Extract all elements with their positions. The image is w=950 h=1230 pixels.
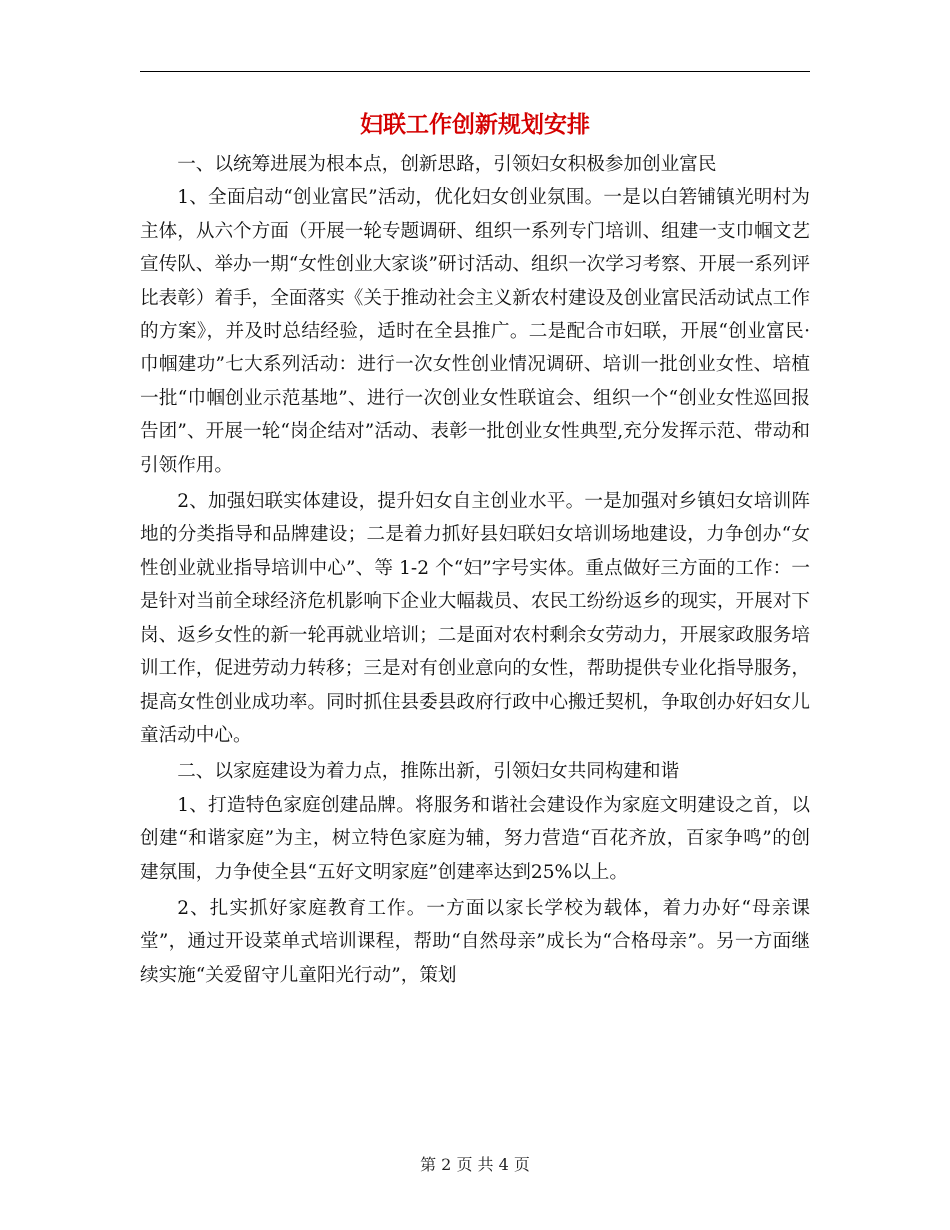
document-body bbox=[140, 148, 810, 992]
paragraph-2-2: 2、扎实抓好家庭教育工作。一方面以家长学校为载体，着力办好“母亲课堂”，通过开设菜单式培训课程，帮助“自然母亲”成长为“合格母亲”。另一方面继续实施“关爱留守儿童阳光行动”，策划 bbox=[140, 897, 810, 986]
paragraph-1-1: 1、全面启动“创业富民”活动，优化妇女创业氛围。一是以白箬铺镇光明村为主体，从六个方面（开展一轮专题调研、组织一系列专门培训、组建一支巾帼文艺宣传队、举办一期“女性创业大家谈”研讨活动、组织一次学习考察、开展一系列评比表彰）着手，全面落实《关于推动社会主义新农村建设及创业富民活动试点工作的方案》，并及时总结经验，适时在全县推广。二是配合市妇联，开展“创业富民·巾帼建功”七大系列活动：进行一次女性创业情况调研、培训一批创业女性、培植一批“巾帼创业示范基地”、进行一次创业女性联谊会、组织一个“创业女性巡回报告团”、开展一轮“岗企结对”活动、表彰一批创业女性典型,充分发挥示范、带动和引领作用。 bbox=[140, 187, 810, 476]
page-footer: 第 2 页 共 4 页 bbox=[420, 1155, 530, 1174]
paragraph-1-2: 2、加强妇联实体建设，提升妇女自主创业水平。一是加强对乡镇妇女培训阵地的分类指导和品牌建设；二是着力抓好县妇联妇女培训场地建设，力争创办“女性创业就业指导培训中心”、等 1-2 个“妇”字号实体。重点做好三方面的工作：一是针对当前全球经济危机影响下企业大幅裁员、农民工纷纷返乡的现实，开展对下岗、返乡女性的新一轮再就业培训；二是面对农村剩余女劳动力，开展家政服务培训工作，促进劳动力转移；三是对有创业意向的女性，帮助提供专业化指导服务，提高女性创业成功率。同时抓住县委县政府行政中心搬迁契机，争取创办好妇女儿童活动中心。 bbox=[140, 491, 810, 746]
section-heading-1: 一、以统筹进展为根本点，创新思路，引领妇女积极参加创业富民 bbox=[177, 154, 717, 175]
header-rule bbox=[140, 71, 810, 72]
paragraph-2-1: 1、打造特色家庭创建品牌。将服务和谐社会建设作为家庭文明建设之首，以创建“和谐家庭”为主，树立特色家庭为辅，努力营造“百花齐放，百家争鸣”的创建氛围，力争使全县“五好文明家庭”创建率达到25%以上。 bbox=[140, 794, 810, 883]
section-heading-2: 二、以家庭建设为着力点，推陈出新，引领妇女共同构建和谐 bbox=[177, 761, 680, 783]
document-title: 妇联工作创新规划安排 bbox=[360, 111, 590, 138]
